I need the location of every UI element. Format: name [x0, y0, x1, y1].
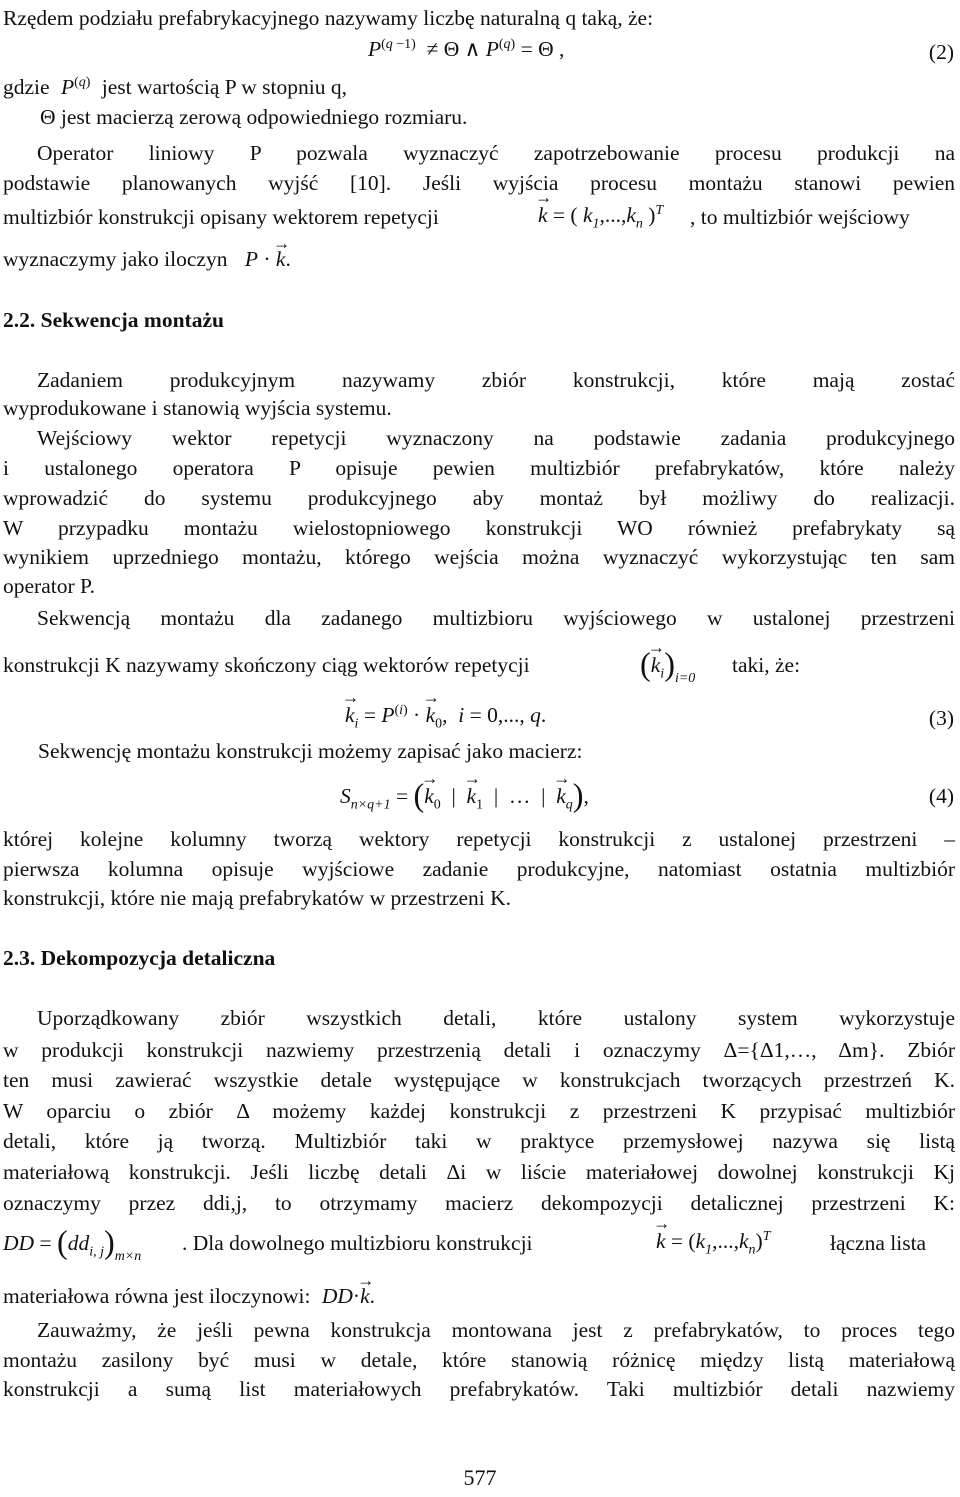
section-heading: 2.2. Sekwencja montażu	[3, 308, 224, 332]
text-line: taki, że:	[732, 653, 801, 677]
equation-2: $P^{(q -1)} \ne \Theta$ ∧ $P^{(q)} = \Theta$ ,	[368, 36, 565, 61]
text-line: w produkcji konstrukcji nazwiemy przestrzenią detali i oznaczymy Δ={Δ1,…, Δm}. Zbiór	[3, 1038, 955, 1062]
text-line: wynikiem uprzedniego montażu, którego wejścia można wyznaczyć wykorzystując ten sam	[3, 545, 955, 569]
text-line: materiałowa równa jest iloczynowi: DD·→ k.	[3, 1282, 960, 1310]
text-line: wprowadzić do systemu produkcyjnego aby montaż był możliwy do realizacji.	[3, 486, 955, 510]
text-line: ten musi zawierać wszystkie detale występujące w konstrukcjach tworzących przestrzeń K.	[3, 1068, 955, 1092]
text-line: . Dla dowolnego multizbioru konstrukcji	[182, 1231, 533, 1255]
text-line: której kolejne kolumny tworzą wektory repetycji konstrukcji z ustalonej przestrzeni –	[3, 827, 955, 851]
text-line: materiałową konstrukcji. Jeśli liczbę detali Δi w liście materiałowej dowolnej konstrukcji Kj	[3, 1160, 955, 1184]
inline-equation: (→ $k_i)_{i=0}$	[640, 646, 695, 683]
text-line: Rzędem podziału prefabrykacyjnego nazywamy liczbę naturalną q taką, że:	[3, 6, 654, 30]
text-line: wyprodukowane i stanowią wyjścia systemu.	[3, 396, 392, 420]
equation-number: (4)	[928, 784, 954, 808]
text-line: Uporządkowany zbiór wszystkich detali, które ustalony system wykorzystuje	[37, 1006, 955, 1030]
inline-equation: → $k = (k_1,...,k_n)^T$	[656, 1229, 770, 1254]
equation-number: (3)	[928, 706, 954, 730]
text-line: łączna lista	[830, 1231, 927, 1255]
text-line: W oparciu o zbiór Δ możemy każdej konstrukcji z przestrzeni K przypisać multizbiór	[3, 1099, 955, 1123]
page-number: 577	[463, 1465, 497, 1490]
equation-4: $S_{n\times q+1}$ = (→ $k_0$ | → $k_1$ | … | → $k_q$),	[340, 777, 589, 814]
text-line: konstrukcji a sumą list materiałowych prefabrykatów. Taki multizbiór detali nazwiemy	[3, 1377, 955, 1401]
text-line: Wejściowy wektor repetycji wyznaczony na podstawie zadania produkcyjnego	[37, 426, 955, 450]
equation-3: → $k_i = P^{(i)}$ · → $k_0$, i = 0,..., q.	[345, 703, 546, 728]
section-heading: 2.3. Dekompozycja detaliczna	[3, 946, 276, 970]
equation-number: (2)	[928, 40, 954, 64]
inline-equation: → k = ( $k_1,...,k_n$ )$^T$	[538, 203, 663, 228]
text-line: pierwsza kolumna opisuje wyjściowe zadanie produkcyjne, natomiast ostatnia multizbiór	[3, 857, 955, 881]
text-line: detali, które ją tworzą. Multizbiór taki w praktyce przemysłowej nazywa się listą	[3, 1129, 955, 1153]
text-line: operator P.	[3, 574, 95, 598]
text-line: , to multizbiór wejściowy	[690, 205, 910, 229]
text-line: gdzie $P^{(q)}$ jest wartością P w stopniu q,	[3, 74, 347, 99]
text-line: oznaczymy przez ddi,j, to otrzymamy macierz dekompozycji detalicznej przestrzeni K:	[3, 1191, 955, 1215]
inline-equation: DD = $(dd_{i, j})_{m\times n}$	[3, 1224, 142, 1264]
text-line: wyznaczymy jako iloczyn P · → k.	[3, 245, 960, 273]
text-line: konstrukcji, które nie mają prefabrykatów w przestrzeni K.	[3, 886, 512, 910]
text-line: Θ jest macierzą zerową odpowiedniego rozmiaru.	[40, 105, 468, 129]
text-line: Sekwencję montażu konstrukcji możemy zapisać jako macierz:	[38, 739, 583, 763]
text-line: konstrukcji K nazywamy skończony ciąg wektorów repetycji	[3, 653, 530, 677]
text-line: Zadaniem produkcyjnym nazywamy zbiór konstrukcji, które mają zostać	[37, 368, 955, 392]
text-line: montażu zasilony być musi w detale, które stanowią różnicę między listą materiałową	[3, 1348, 955, 1372]
text-line: i ustalonego operatora P opisuje pewien multizbiór prefabrykatów, które należy	[3, 456, 955, 480]
text-line: Sekwencją montażu dla zadanego multizbioru wyjściowego w ustalonej przestrzeni	[37, 606, 955, 630]
text-line: Operator liniowy P pozwala wyznaczyć zapotrzebowanie procesu produkcji na	[37, 141, 955, 165]
text-line: multizbiór konstrukcji opisany wektorem repetycji	[3, 205, 439, 229]
text-line: Zauważmy, że jeśli pewna konstrukcja montowana jest z prefabrykatów, to proces tego	[37, 1318, 955, 1342]
text-line: podstawie planowanych wyjść [10]. Jeśli wyjścia procesu montażu stanowi pewien	[3, 171, 955, 195]
text-line: W przypadku montażu wielostopniowego konstrukcji WO również prefabrykaty są	[3, 516, 955, 540]
